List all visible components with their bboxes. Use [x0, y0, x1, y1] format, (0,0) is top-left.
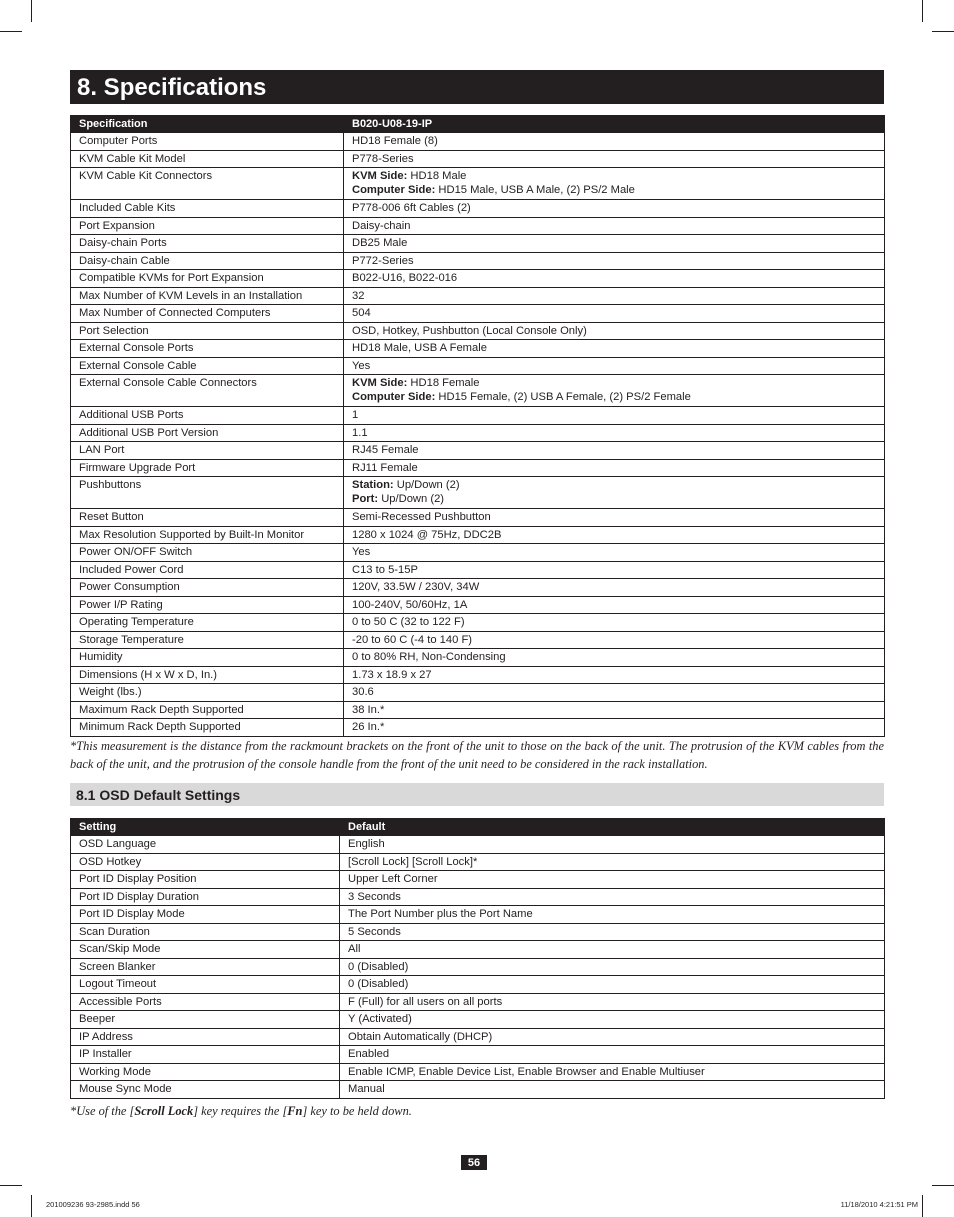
crop-mark — [922, 0, 923, 22]
table-row — [71, 235, 885, 253]
row-label: OSD Hotkey — [71, 853, 340, 871]
table-row — [71, 357, 885, 375]
row-value: B022-U16, B022-016 — [344, 270, 885, 288]
value-label: KVM Side: — [352, 377, 408, 389]
column-header: Default — [340, 819, 885, 836]
row-value: RJ45 Female — [344, 442, 885, 460]
row-label: Port Selection — [71, 322, 344, 340]
footnote-key: Fn — [287, 1104, 303, 1118]
row-value: RJ11 Female — [344, 459, 885, 477]
table-row — [71, 1028, 885, 1046]
row-value: 1.1 — [344, 424, 885, 442]
row-value: Yes — [344, 544, 885, 562]
table-row — [71, 150, 885, 168]
row-label: Humidity — [71, 649, 344, 667]
crop-mark — [31, 1195, 32, 1217]
value-label: Port: — [352, 493, 379, 505]
row-label: Storage Temperature — [71, 631, 344, 649]
table-row — [71, 442, 885, 460]
table-row — [71, 631, 885, 649]
row-label: Included Power Cord — [71, 561, 344, 579]
row-value: F (Full) for all users on all ports — [340, 993, 885, 1011]
table-row — [71, 941, 885, 959]
table-row — [71, 305, 885, 323]
footer-timestamp: 11/18/2010 4:21:51 PM — [840, 1200, 918, 1209]
row-value: Daisy-chain — [344, 217, 885, 235]
table-row — [71, 1046, 885, 1064]
row-label: Mouse Sync Mode — [71, 1081, 340, 1099]
row-value: 0 (Disabled) — [340, 958, 885, 976]
table-row — [71, 906, 885, 924]
row-label: Port ID Display Duration — [71, 888, 340, 906]
table-row — [71, 477, 885, 509]
table-row — [71, 1063, 885, 1081]
row-label: Additional USB Port Version — [71, 424, 344, 442]
value-label: KVM Side: — [352, 170, 408, 182]
row-label: Working Mode — [71, 1063, 340, 1081]
table-row — [71, 322, 885, 340]
table-row — [71, 684, 885, 702]
table-row — [71, 719, 885, 737]
row-value: 3 Seconds — [340, 888, 885, 906]
row-value: 504 — [344, 305, 885, 323]
row-value: 38 In.* — [344, 701, 885, 719]
column-header: Specification — [71, 116, 344, 133]
row-label: Power ON/OFF Switch — [71, 544, 344, 562]
row-value: 32 — [344, 287, 885, 305]
table-row — [71, 544, 885, 562]
row-value: Enable ICMP, Enable Device List, Enable Browser and Enable Multiuser — [340, 1063, 885, 1081]
row-value: OSD, Hotkey, Pushbutton (Local Console Only) — [344, 322, 885, 340]
row-value: P778-Series — [344, 150, 885, 168]
table-row — [71, 993, 885, 1011]
footnote-key: Scroll Lock — [134, 1104, 194, 1118]
row-value: The Port Number plus the Port Name — [340, 906, 885, 924]
row-label: OSD Language — [71, 836, 340, 854]
row-label: Port ID Display Mode — [71, 906, 340, 924]
table-row — [71, 923, 885, 941]
row-label: External Console Cable — [71, 357, 344, 375]
table-row — [71, 976, 885, 994]
value-text: Up/Down (2) — [393, 479, 460, 491]
row-label: Weight (lbs.) — [71, 684, 344, 702]
row-label: IP Address — [71, 1028, 340, 1046]
row-label: Included Cable Kits — [71, 200, 344, 218]
row-label: Scan Duration — [71, 923, 340, 941]
row-label: Accessible Ports — [71, 993, 340, 1011]
row-value: C13 to 5-15P — [344, 561, 885, 579]
row-label: IP Installer — [71, 1046, 340, 1064]
crop-mark — [0, 31, 22, 32]
footnote-text: *Use of the [ — [70, 1104, 135, 1118]
column-header: B020-U08-19-IP — [344, 116, 885, 133]
table-row — [71, 579, 885, 597]
row-value: -20 to 60 C (-4 to 140 F) — [344, 631, 885, 649]
row-value: 26 In.* — [344, 719, 885, 737]
page-title: 8. Specifications — [70, 70, 884, 104]
row-value: 120V, 33.5W / 230V, 34W — [344, 579, 885, 597]
row-value: DB25 Male — [344, 235, 885, 253]
row-value: 1 — [344, 407, 885, 425]
row-value — [344, 477, 885, 509]
table-row — [71, 424, 885, 442]
table-row — [71, 614, 885, 632]
page-number: 56 — [461, 1155, 487, 1170]
row-label: Power I/P Rating — [71, 596, 344, 614]
row-label: KVM Cable Kit Model — [71, 150, 344, 168]
table-row — [71, 287, 885, 305]
row-value: 1.73 x 18.9 x 27 — [344, 666, 885, 684]
row-value: Manual — [340, 1081, 885, 1099]
value-label: Computer Side: — [352, 391, 436, 403]
row-label: Reset Button — [71, 509, 344, 527]
row-value: Yes — [344, 357, 885, 375]
table-row — [71, 1011, 885, 1029]
row-value: 0 (Disabled) — [340, 976, 885, 994]
table-row — [71, 340, 885, 358]
row-value: 0 to 80% RH, Non-Condensing — [344, 649, 885, 667]
row-value: All — [340, 941, 885, 959]
footnote-text: ] key requires the [ — [193, 1104, 288, 1118]
crop-mark — [932, 31, 954, 32]
rack-depth-footnote: *This measurement is the distance from the rackmount brackets on the front of the unit to those on the back of the unit. The protrusion of the KVM cables from the back of the unit, and the protrusion of the console handle from the front of the unit need to be considered in the rack installation. — [70, 739, 884, 771]
row-value: 0 to 50 C (32 to 122 F) — [344, 614, 885, 632]
row-label: Screen Blanker — [71, 958, 340, 976]
crop-mark — [31, 0, 32, 22]
row-value: [Scroll Lock] [Scroll Lock]* — [340, 853, 885, 871]
row-label: Port ID Display Position — [71, 871, 340, 889]
row-value — [344, 375, 885, 407]
table-row — [71, 168, 885, 200]
value-text: HD18 Male — [407, 170, 467, 182]
value-text: HD15 Female, (2) USB A Female, (2) PS/2 Female — [435, 391, 691, 403]
row-label: Max Resolution Supported by Built-In Monitor — [71, 526, 344, 544]
row-label: Compatible KVMs for Port Expansion — [71, 270, 344, 288]
row-label: Additional USB Ports — [71, 407, 344, 425]
row-value: 30.6 — [344, 684, 885, 702]
footer-file-info: 201009236 93-2985.indd 56 — [46, 1200, 140, 1209]
row-label: Scan/Skip Mode — [71, 941, 340, 959]
row-value: HD18 Male, USB A Female — [344, 340, 885, 358]
row-label: Pushbuttons — [71, 477, 344, 509]
row-label: LAN Port — [71, 442, 344, 460]
row-label: Dimensions (H x W x D, In.) — [71, 666, 344, 684]
table-row — [71, 561, 885, 579]
row-label: External Console Ports — [71, 340, 344, 358]
row-label: Logout Timeout — [71, 976, 340, 994]
value-text: HD18 Female — [407, 377, 480, 389]
row-label: Minimum Rack Depth Supported — [71, 719, 344, 737]
row-label: Beeper — [71, 1011, 340, 1029]
table-row — [71, 836, 885, 854]
footnote-text: ] key to be held down. — [302, 1104, 412, 1118]
table-row — [71, 701, 885, 719]
table-row — [71, 958, 885, 976]
value-text: Up/Down (2) — [378, 493, 445, 505]
row-value: P778-006 6ft Cables (2) — [344, 200, 885, 218]
row-label: Firmware Upgrade Port — [71, 459, 344, 477]
row-value: HD18 Female (8) — [344, 133, 885, 151]
osd-default-settings-table — [70, 818, 885, 1099]
crop-mark — [0, 1185, 22, 1186]
table-row — [71, 133, 885, 151]
row-label: Maximum Rack Depth Supported — [71, 701, 344, 719]
row-value: 100-240V, 50/60Hz, 1A — [344, 596, 885, 614]
row-value: Semi-Recessed Pushbutton — [344, 509, 885, 527]
row-label: Daisy-chain Ports — [71, 235, 344, 253]
table-row — [71, 526, 885, 544]
table-row — [71, 596, 885, 614]
table-row — [71, 1081, 885, 1099]
row-label: KVM Cable Kit Connectors — [71, 168, 344, 200]
row-value: 5 Seconds — [340, 923, 885, 941]
row-value: English — [340, 836, 885, 854]
crop-mark — [922, 1195, 923, 1217]
table-row — [71, 888, 885, 906]
row-value: 1280 x 1024 @ 75Hz, DDC2B — [344, 526, 885, 544]
row-label: Operating Temperature — [71, 614, 344, 632]
row-label: Max Number of KVM Levels in an Installation — [71, 287, 344, 305]
table-row — [71, 853, 885, 871]
row-value: Y (Activated) — [340, 1011, 885, 1029]
section-heading: 8.1 OSD Default Settings — [70, 783, 884, 806]
table-row — [71, 509, 885, 527]
row-label: Max Number of Connected Computers — [71, 305, 344, 323]
value-label: Computer Side: — [352, 184, 436, 196]
table-row — [71, 649, 885, 667]
row-value: Enabled — [340, 1046, 885, 1064]
row-label: Daisy-chain Cable — [71, 252, 344, 270]
row-value: P772-Series — [344, 252, 885, 270]
row-label: External Console Cable Connectors — [71, 375, 344, 407]
value-label: Station: — [352, 479, 394, 491]
table-row — [71, 217, 885, 235]
table-row — [71, 200, 885, 218]
crop-mark — [932, 1185, 954, 1186]
row-label: Power Consumption — [71, 579, 344, 597]
row-value — [344, 168, 885, 200]
table-row — [71, 407, 885, 425]
table-row — [71, 666, 885, 684]
row-label: Computer Ports — [71, 133, 344, 151]
table-row — [71, 270, 885, 288]
table-row — [71, 459, 885, 477]
specifications-table — [70, 115, 885, 737]
table-row — [71, 375, 885, 407]
table-row — [71, 871, 885, 889]
column-header: Setting — [71, 819, 340, 836]
hotkey-footnote — [70, 1102, 884, 1120]
row-value: Obtain Automatically (DHCP) — [340, 1028, 885, 1046]
table-row — [71, 252, 885, 270]
value-text: HD15 Male, USB A Male, (2) PS/2 Male — [435, 184, 635, 196]
row-value: Upper Left Corner — [340, 871, 885, 889]
row-label: Port Expansion — [71, 217, 344, 235]
